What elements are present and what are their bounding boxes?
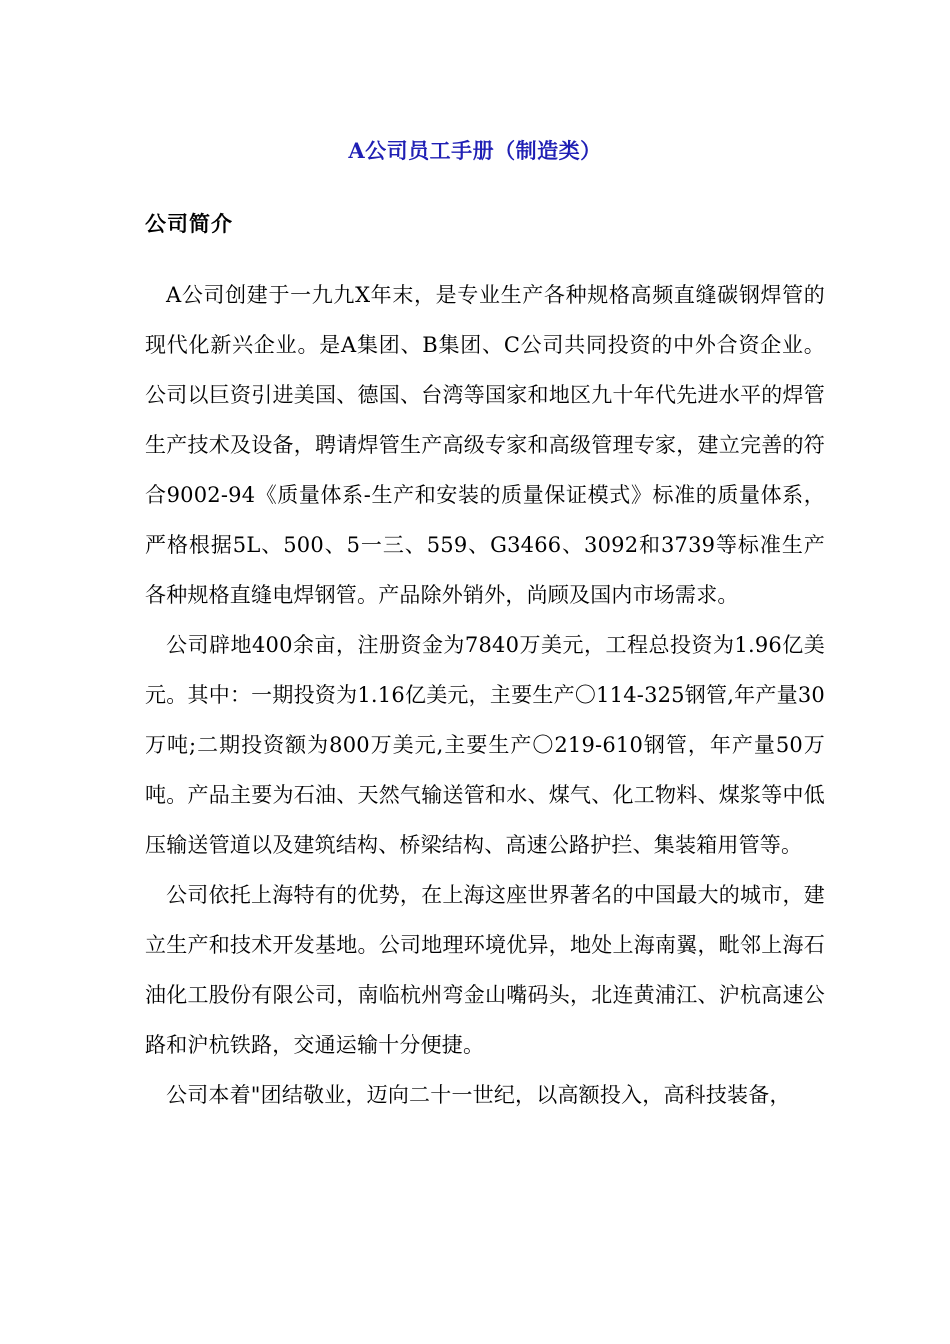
paragraph: 公司辟地400余亩，注册资金为7840万美元，工程总投资为1.96亿美元。其中：一期投资为1.16亿美元，主要生产〇114-325钢管,年产量30万吨;二期投资额为800万美元,主要生产〇219-610钢管，年产量50万吨。产品主要为石油、天然气输送管和水、煤气、化工物料、煤浆等中低压输送管道以及建筑结构、桥梁结构、高速公路护拦、集装箱用管等。 [145, 633, 825, 857]
paragraph: 公司本着"团结敬业，迈向二十一世纪，以高额投入，高科技装备， [166, 1083, 791, 1107]
document-title: A公司员工手册（制造类） [348, 138, 602, 163]
paragraph: 公司依托上海特有的优势，在上海这座世界著名的中国最大的城市，建立生产和技术开发基地。公司地理环境优异，地处上海南翼，毗邻上海石油化工股份有限公司，南临杭州弯金山嘴码头，北连黄浦江、沪杭高速公路和沪杭铁路，交通运输十分便捷。 [145, 883, 825, 1057]
section-heading: 公司简介 [145, 211, 233, 236]
document-body [145, 270, 825, 1120]
paragraph: A公司创建于一九九X年末，是专业生产各种规格高频直缝碳钢焊管的现代化新兴企业。是A集团、B集团、C公司共同投资的中外合资企业。公司以巨资引进美国、德国、台湾等国家和地区九十年代先进水平的焊管生产技术及设备，聘请焊管生产高级专家和高级管理专家，建立完善的符合9002-94《质量体系-生产和安装的质量保证模式》标准的质量体系，严格根据5L、500、5一三、559、G3466、3092和3739等标准生产各种规格直缝电焊钢管。产品除外销外，尚顾及国内市场需求。 [145, 283, 825, 607]
